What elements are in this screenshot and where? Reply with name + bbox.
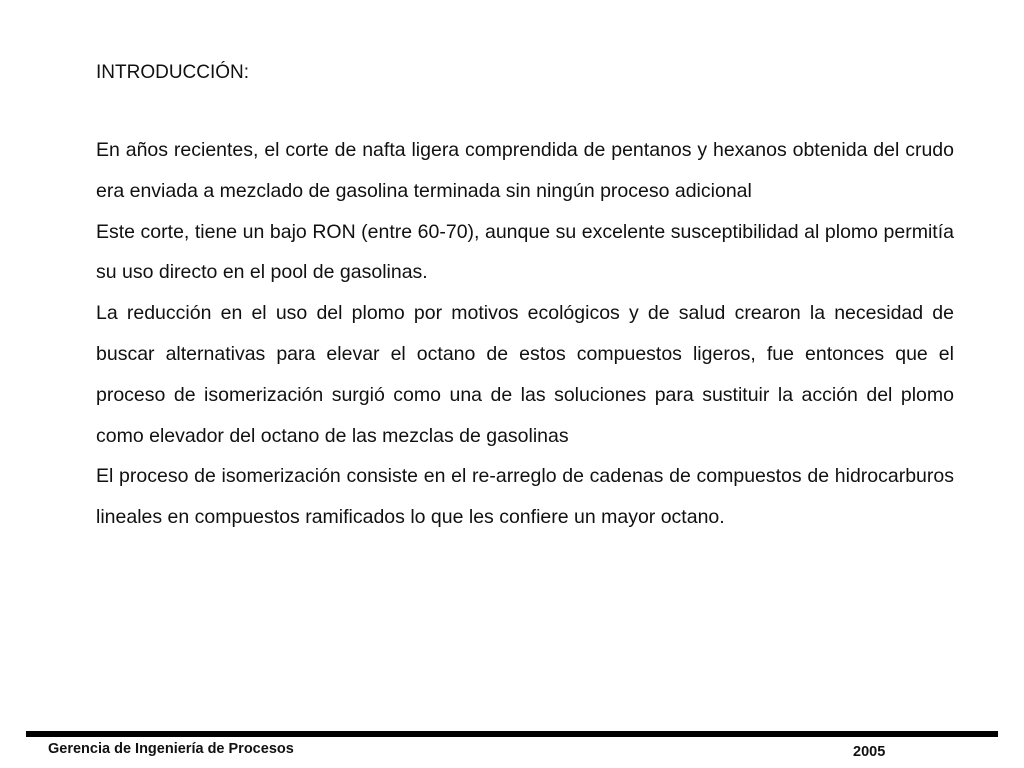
footer-organization: Gerencia de Ingeniería de Procesos [48,741,294,757]
footer-year: 2005 [853,744,886,760]
spacer [96,90,954,130]
paragraph-1: En años recientes, el corte de nafta ligera comprendida de pentanos y hexanos obtenida del crudo era enviada a mezclado de gasolina terminada sin ningún proceso adicional [96,139,954,202]
paragraph-4: El proceso de isomerización consiste en el re-arreglo de cadenas de compuestos de hidrocarburos lineales en compuestos ramificados lo que les confiere un mayor octano. [96,465,954,529]
document-body [96,56,954,538]
paragraph-3: La reducción en el uso del plomo por motivos ecológicos y de salud crearon la necesidad de buscar alternativas para elevar el octano de estos compuestos ligeros, fue entonces que el proceso de isomerización surgió como una de las soluciones para sustituir la acción del plomo como elevador del octano de las mezclas de gasolinas [96,302,954,447]
section-heading: INTRODUCCIÓN: [96,62,250,83]
paragraph-2: Este corte, tiene un bajo RON (entre 60-70), aunque su excelente susceptibilidad al plomo permitía su uso directo en el pool de gasolinas. [96,220,954,284]
footer-divider [26,731,998,737]
